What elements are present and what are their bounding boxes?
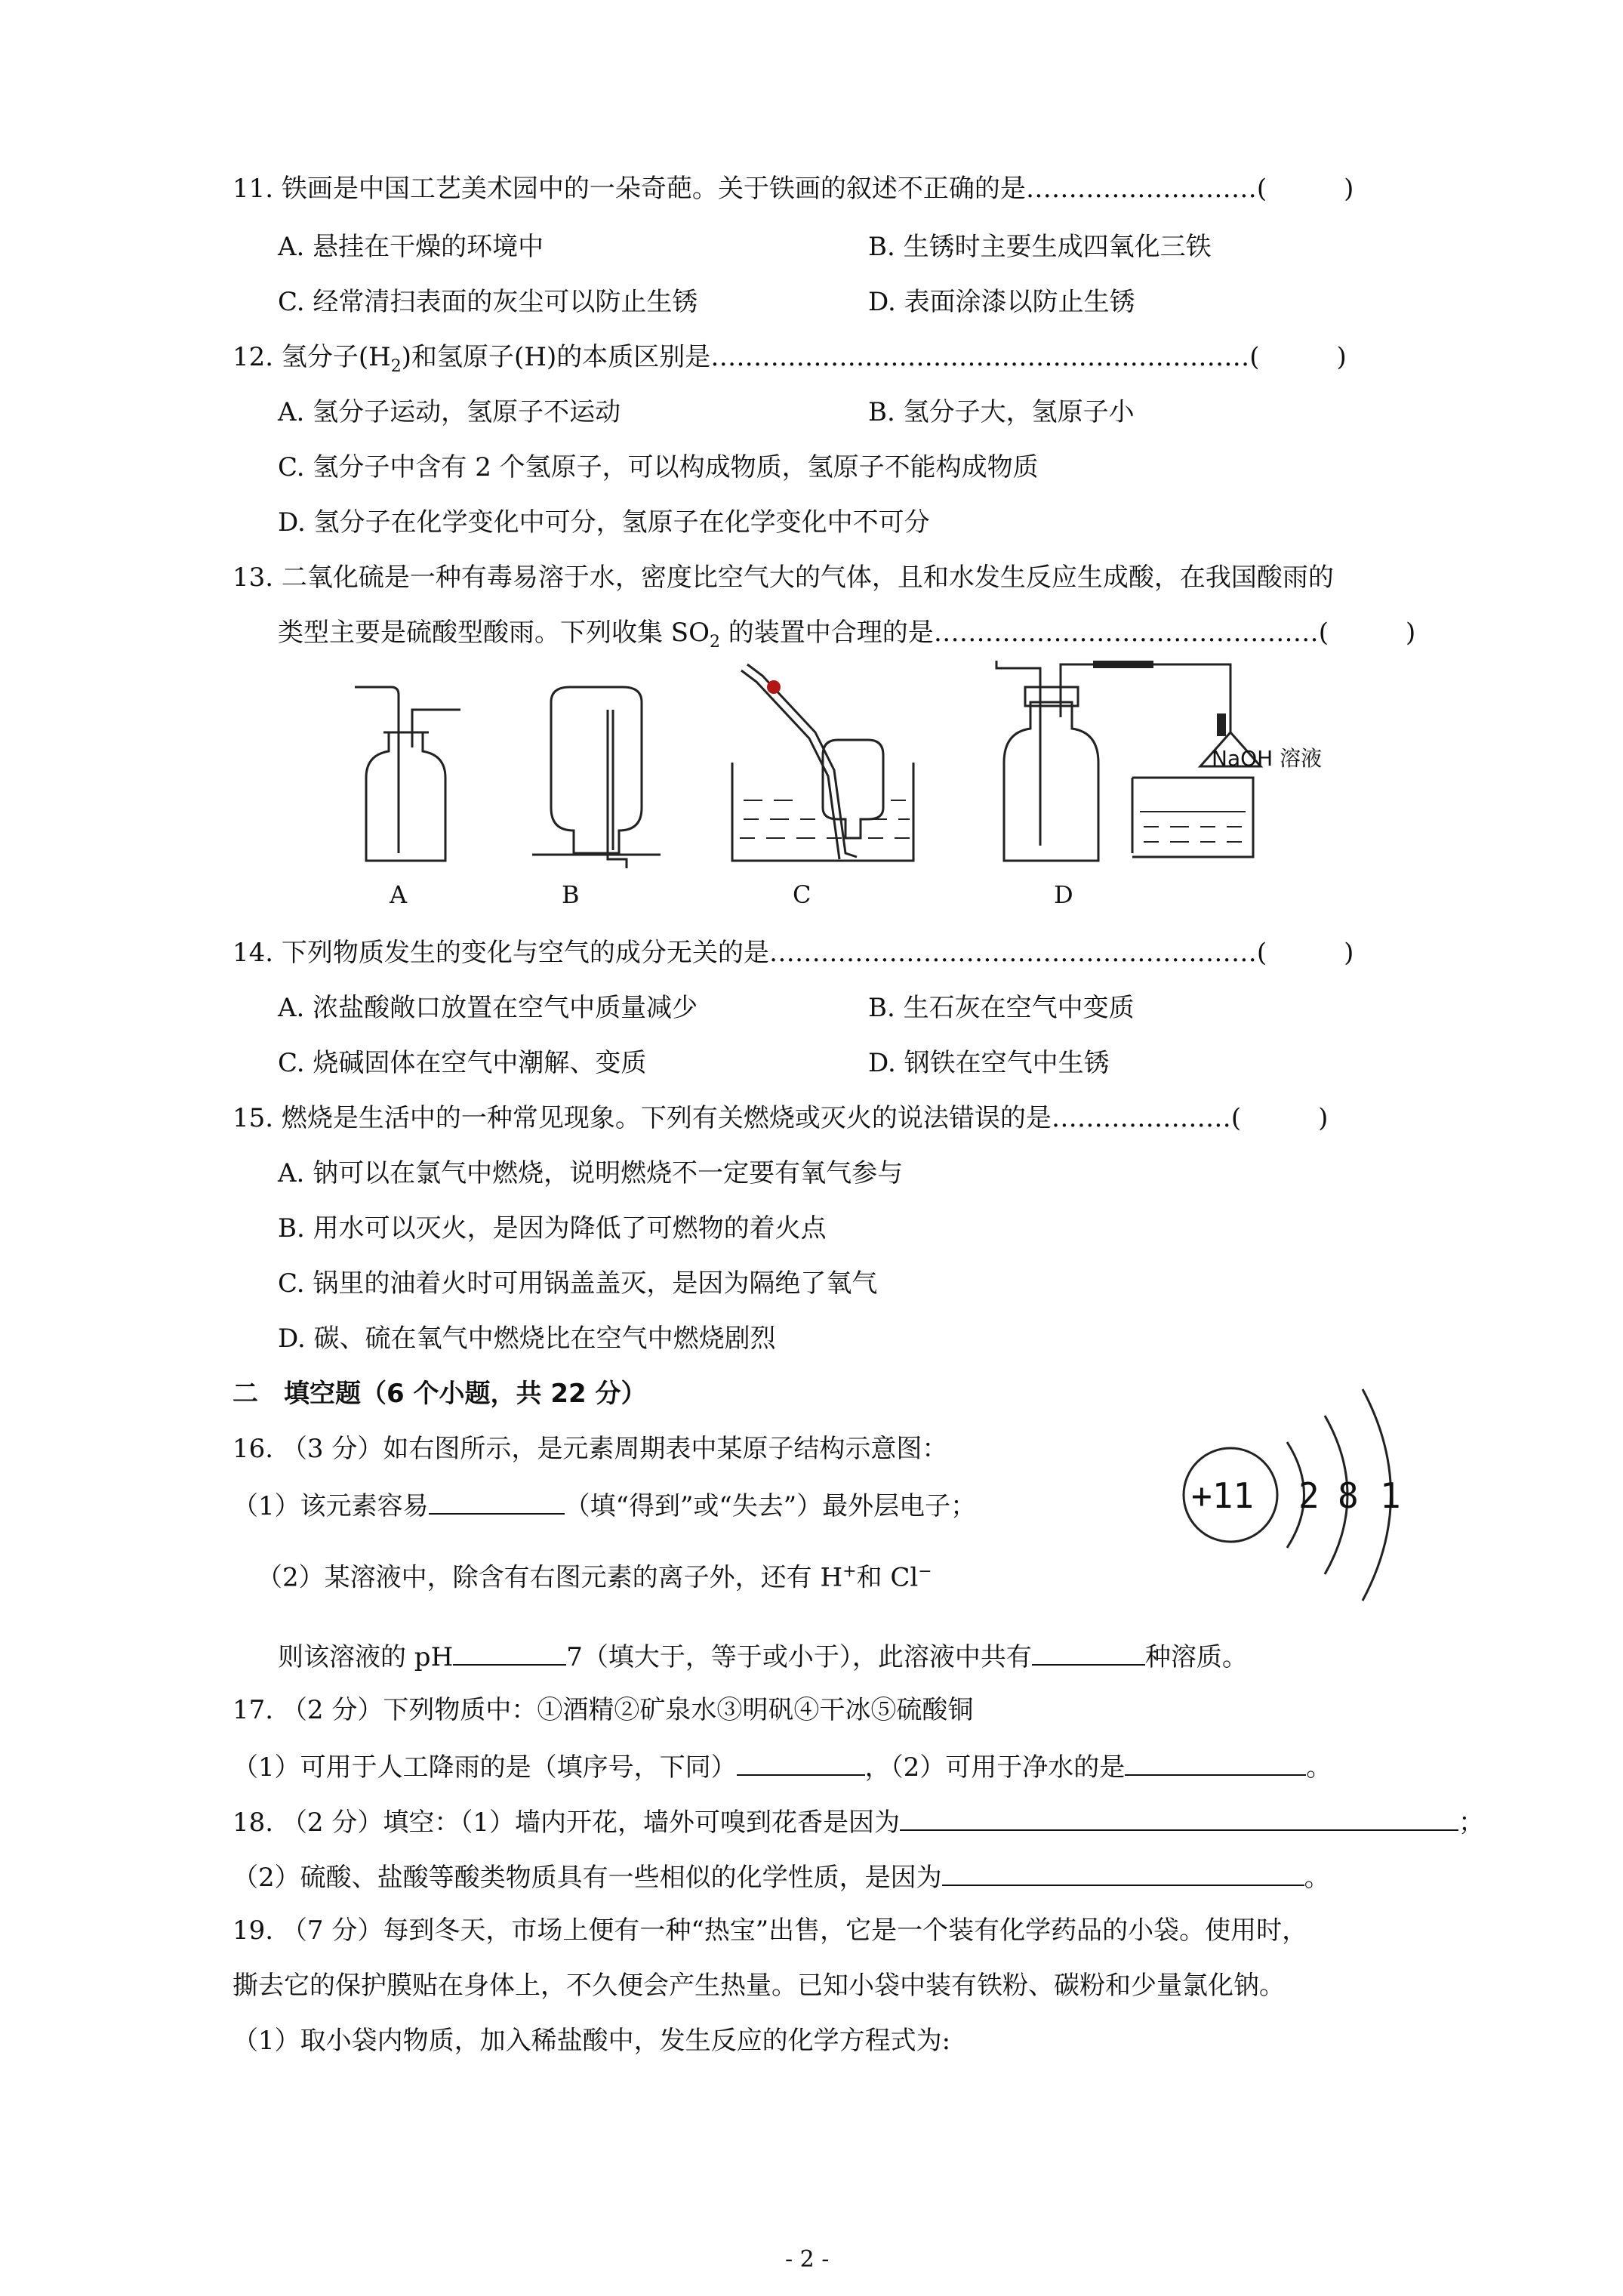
q14-option-b: B. 生石灰在空气中变质	[868, 993, 1135, 1023]
q12-option-a: A. 氢分子运动，氢原子不运动	[278, 397, 621, 427]
q14-option-c: C. 烧碱固体在空气中潮解、变质	[278, 1048, 647, 1078]
apparatus-b-diagram	[528, 680, 664, 868]
q16-stem: 16. （3 分）如右图所示，是元素周期表中某原子结构示意图：	[233, 1434, 948, 1464]
answer-blank[interactable]	[737, 1749, 865, 1776]
q12-stem-part: 12. 氢分子(H	[233, 342, 391, 372]
superscript: −	[918, 1562, 932, 1581]
q16-part1	[233, 1487, 976, 1523]
q16-part1-text: （1）该元素容易	[233, 1491, 429, 1521]
q16-part2-text: 和 Cl	[856, 1562, 919, 1593]
answer-blank[interactable]	[900, 1804, 1458, 1831]
figure-label-b: B	[562, 880, 580, 909]
figure-label-c: C	[793, 880, 812, 909]
subscript: 2	[390, 356, 402, 376]
q13-stem-part: 类型主要是硫酸型酸雨。下列收集 SO	[278, 618, 710, 648]
q19-stem-line1: 19. （7 分）每到冬天，市场上便有一种“热宝”出售，它是一个装有化学药品的小袋。使用时，	[233, 1915, 1308, 1946]
q18-stem	[233, 1804, 1484, 1839]
q16-part3-text: 种溶质。	[1144, 1642, 1248, 1672]
answer-blank[interactable]	[1125, 1749, 1306, 1776]
q11-option-d: D. 表面涂漆以防止生锈	[868, 287, 1135, 317]
q17-part1-text: 。	[1306, 1752, 1332, 1783]
q16-part2	[257, 1555, 932, 1594]
q12-stem-part: )和氢原子(H)的本质区别是………………………………………………………( )	[401, 342, 1347, 372]
q13-stem-part: 的装置中合理的是………………………………………( )	[719, 618, 1416, 648]
apparatus-c-diagram	[717, 657, 929, 868]
atom-nucleus-charge: +11	[1191, 1475, 1255, 1516]
q12-option-c: C. 氢分子中含有 2 个氢原子，可以构成物质，氢原子不能构成物质	[278, 452, 1039, 482]
naoh-solution-label: NaOH 溶液	[1212, 746, 1323, 771]
answer-blank[interactable]	[1032, 1638, 1145, 1666]
figure-label-a: A	[390, 880, 408, 909]
q13-stem-line1: 13. 二氧化硫是一种有毒易溶于水，密度比空气大的气体，且和水发生反应生成酸，在我国酸雨的	[233, 562, 1334, 593]
q11-stem: 11. 铁画是中国工艺美术园中的一朵奇葩。关于铁画的叙述不正确的是………………………( )	[233, 174, 1354, 204]
subscript: 2	[709, 632, 720, 652]
q18-part2-text: 。	[1304, 1863, 1330, 1893]
q17-part1-text: （1）可用于人工降雨的是（填序号，下同）	[233, 1752, 737, 1783]
q12-option-b: B. 氢分子大，氢原子小	[868, 397, 1135, 427]
q11-option-a: A. 悬挂在干燥的环境中	[278, 232, 544, 262]
q18-stem-text: ；	[1458, 1808, 1484, 1838]
q18-stem-text: 18. （2 分）填空：（1）墙内开花，墙外可嗅到花香是因为	[233, 1808, 900, 1838]
atom-shell-3: 1	[1380, 1475, 1401, 1516]
q16-part3-text: 则该溶液的 pH	[278, 1642, 454, 1672]
q19-part1: （1）取小袋内物质，加入稀盐酸中，发生反应的化学方程式为:	[233, 2026, 951, 2056]
q16-part1-text: （填“得到”或“失去”）最外层电子；	[564, 1491, 977, 1521]
figure-label-d: D	[1054, 880, 1073, 909]
q11-option-c: C. 经常清扫表面的灰尘可以防止生锈	[278, 287, 698, 317]
q17-part1-text: ，（2）可用于净水的是	[864, 1752, 1126, 1783]
q13-stem-line2	[278, 616, 1415, 659]
atom-structure-diagram	[1170, 1359, 1442, 1616]
q18-part2-text: （2）硫酸、盐酸等酸类物质具有一些相似的化学性质，是因为	[233, 1863, 942, 1893]
q15-option-a: A. 钠可以在氯气中燃烧，说明燃烧不一定要有氧气参与	[278, 1158, 904, 1188]
q18-part2	[233, 1859, 1330, 1894]
answer-blank[interactable]	[429, 1487, 565, 1515]
q14-option-d: D. 钢铁在空气中生锈	[868, 1048, 1110, 1078]
q16-part2-text: （2）某溶液中，除含有右图元素的离子外，还有 H	[257, 1562, 843, 1593]
apparatus-a-diagram	[347, 680, 468, 868]
atom-shell-1: 2	[1298, 1475, 1320, 1516]
q15-option-b: B. 用水可以灭火，是因为降低了可燃物的着火点	[278, 1213, 827, 1244]
q11-option-b: B. 生锈时主要生成四氧化三铁	[868, 232, 1212, 262]
q15-stem: 15. 燃烧是生活中的一种常见现象。下列有关燃烧或灭火的说法错误的是…………………( )	[233, 1103, 1329, 1133]
q15-option-c: C. 锅里的油着火时可用锅盖盖灭，是因为隔绝了氧气	[278, 1268, 878, 1299]
section-heading: 二 填空题（6 个小题，共 22 分）	[233, 1379, 647, 1409]
q14-option-a: A. 浓盐酸敞口放置在空气中质量减少	[278, 993, 698, 1023]
superscript: +	[842, 1562, 857, 1581]
atom-shell-2: 8	[1338, 1475, 1359, 1516]
q12-option-d: D. 氢分子在化学变化中可分，氢原子在化学变化中不可分	[278, 507, 930, 538]
q17-part1	[233, 1749, 1332, 1784]
q17-stem: 17. （2 分）下列物质中：①酒精②矿泉水③明矾④干冰⑤硫酸铜	[233, 1695, 974, 1725]
answer-blank[interactable]	[942, 1859, 1304, 1886]
q16-part3	[278, 1638, 1248, 1674]
q14-stem: 14. 下列物质发生的变化与空气的成分无关的是…………………………………………………( )	[233, 938, 1354, 968]
q15-option-d: D. 碳、硫在氧气中燃烧比在空气中燃烧剧烈	[278, 1324, 776, 1354]
page-number: - 2 -	[785, 2246, 830, 2273]
q19-stem-line2: 撕去它的保护膜贴在身体上，不久便会产生热量。已知小袋中装有铁粉、碳粉和少量氯化钠。	[233, 1971, 1285, 2001]
answer-blank[interactable]	[453, 1638, 566, 1666]
q16-part3-text: 7（填大于，等于或小于），此溶液中共有	[566, 1642, 1032, 1672]
q12-stem	[233, 341, 1347, 384]
